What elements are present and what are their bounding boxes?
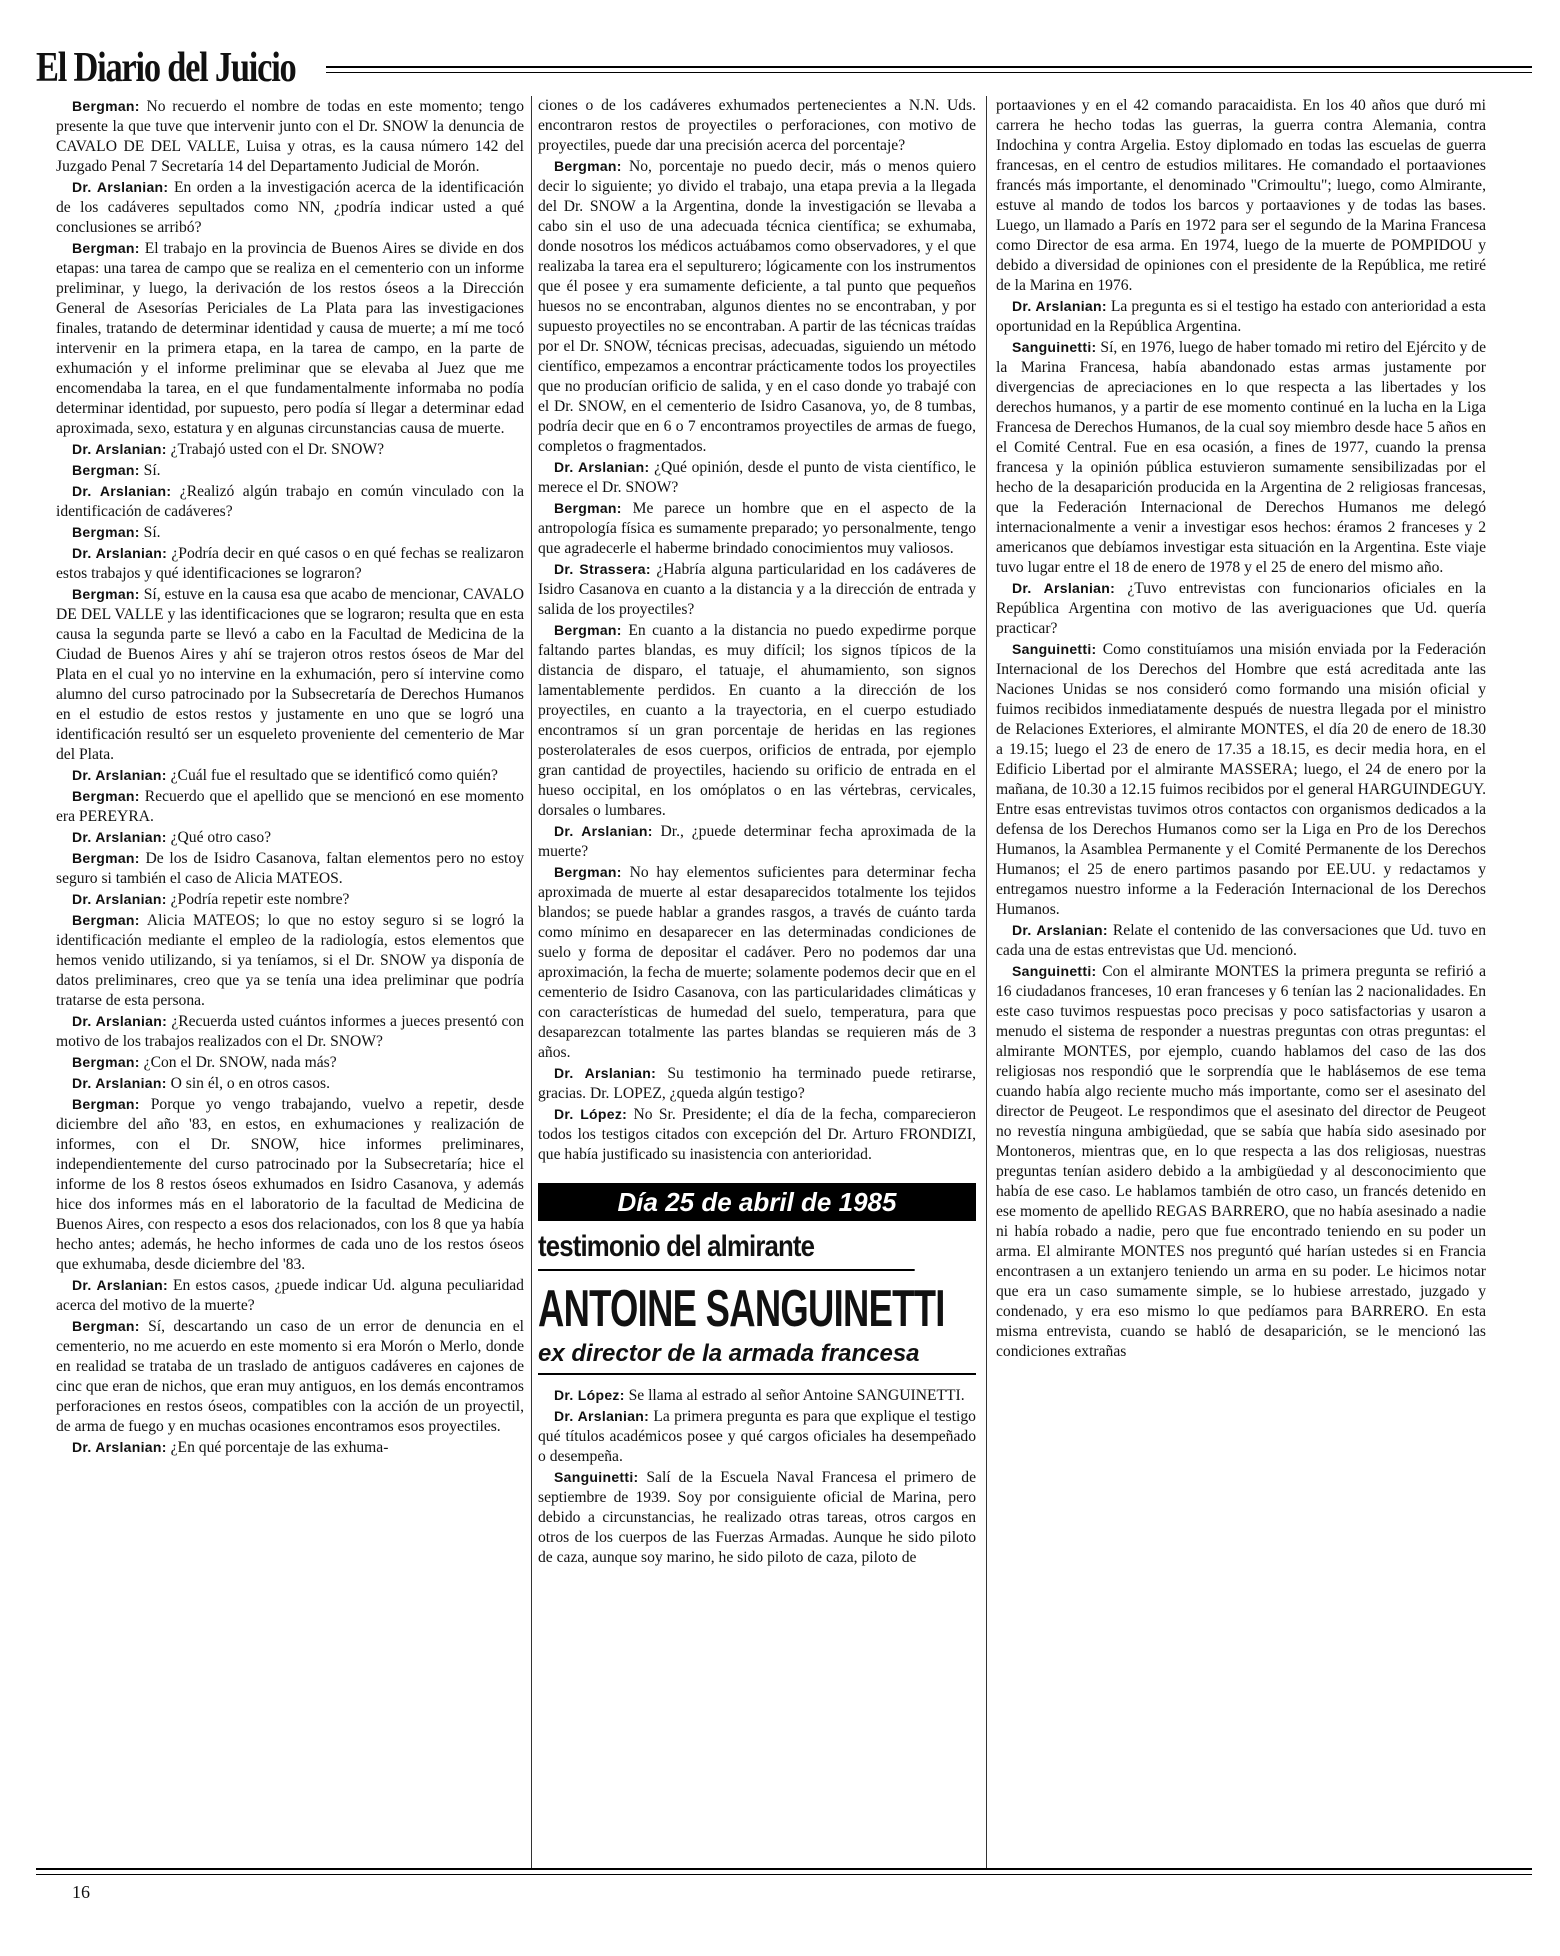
paragraph-text: De los de Isidro Casanova, faltan elementos pero no estoy seguro si también el caso de Alicia MATEOS. (56, 850, 524, 887)
paragraph (56, 889, 524, 910)
speaker-label: Bergman: (72, 462, 140, 478)
footer-rule (36, 1868, 1532, 1870)
page-number: 16 (72, 1882, 90, 1902)
speaker-label: Dr. Arslanian: (72, 1277, 168, 1293)
speaker-label: Bergman: (72, 1096, 140, 1112)
speaker-label: Bergman: (72, 850, 140, 866)
paragraph-text: No recuerdo el nombre de todas en este momento; tengo presente la que tuve que intervenir junto con el Dr. SNOW la denuncia de CAVALO DE DEL VALLE, Luisa y otras, es la causa número 142 del Juzgado Penal 7 Secretaría 14 del Departamento Judicial de Morón. (56, 98, 524, 175)
speaker-label: Dr. Arslanian: (72, 483, 172, 499)
paragraph-text: Relate el contenido de las conversaciones que Ud. tuvo en cada una de estas entrevistas que Ud. mencionó. (996, 922, 1487, 959)
paragraph-text: En cuanto a la distancia no puedo expedirme porque faltando partes blandas, es muy difícil; los signos típicos de la distancia de disparo, el tatuaje, el ahumamiento, son signos lamentablemente perdidos. En cuanto a la dirección de los proyectiles, en cuanto a la trayectoria, en el cuerpo estudiado encontramos sí un gran porcentaje de heridas en las regiones posterolaterales de esos cuerpos, orificios de entrada, por ejemplo gran cantidad de proyectiles, haciendo su orificio de entrada en el hueso occipital, en los omóplatos o en las vértebras, cervicales, dorsales o lumbares. (538, 622, 976, 819)
paragraph-text: ¿Podría decir en qué casos o en qué fechas se realizaron estos trabajos y qué identificaciones se lograron? (56, 545, 524, 582)
paragraph-text: Su testimonio ha terminado puede retirarse, gracias. Dr. LOPEZ, ¿queda algún testigo? (538, 1065, 976, 1102)
paragraph-text: Sí, estuve en la causa esa que acabo de mencionar, CAVALO DE DEL VALLE y las identificaciones que se lograron; resulta que en esta causa la segunda parte se llevó a cabo en la Facultad de Medicina de la Ciudad de Buenos Aires y ahí se trajeron otros restos óseos de Mar del Plata en el cual yo no intervine en la exhumación, pero sí intervine como alumno del curso patrocinado por la Subsecretaría de Derechos Humanos en el estudio de estos restos y justamente en uno que se logró una identificación resultó ser un esqueleto proveniente del cementerio de Mar del Plata. (56, 586, 524, 763)
paragraph (996, 578, 1486, 639)
speaker-label: Bergman: (72, 240, 140, 256)
speaker-label: Dr. Arslanian: (1012, 580, 1116, 596)
paragraph (56, 1011, 524, 1052)
speaker-label: Dr. Arslanian: (72, 891, 167, 907)
paragraph (56, 1094, 524, 1275)
paragraph (538, 457, 976, 498)
paragraph (56, 1073, 524, 1094)
column-divider (986, 96, 987, 1868)
paragraph-text: ¿Tuvo entrevistas con funcionarios oficiales en la República Argentina con motivo de las averiguaciones que Ud. quería practicar? (996, 580, 1486, 637)
paragraph (56, 481, 524, 522)
paragraph-text: ¿Con el Dr. SNOW, nada más? (143, 1054, 337, 1071)
paragraph-text: La primera pregunta es para que explique el testigo qué títulos académicos posee y qué cargos oficiales ha desempeñado o desempeña. (538, 1408, 976, 1465)
speaker-label: Dr. Arslanian: (1012, 298, 1107, 314)
paragraph (56, 827, 524, 848)
paragraph (538, 1467, 976, 1568)
speaker-label: Bergman: (554, 622, 622, 638)
paragraph (996, 96, 1486, 296)
paragraph-text: portaaviones y en el 42 comando paracaidista. En los 40 años que duró mi carrera he hecho todas las guerras, la guerra contra Alemania, contra Indochina y contra Argelia. Estoy diplomado en todas las escuelas de guerra francesas, en el centro de estudios militares. He comandado el portaaviones francés más importante, el denominado "Crimoultu"; luego, como Almirante, estuve al mando de todos los barcos y portaaviones y de todas las bases. Luego, un llamado a París en 1972 para ser el segundo de la Marina Francesa como Director de esa arma. En 1974, luego de la muerte de POMPIDOU y debido a diversidad de opiniones con el presidente de la República, me retiré de la Marina en 1976. (996, 97, 1486, 294)
paragraph (538, 498, 976, 559)
speaker-label: Bergman: (72, 788, 140, 804)
masthead-rule (326, 66, 1532, 68)
speaker-label: Sanguinetti: (1012, 641, 1097, 657)
paragraph (56, 238, 524, 439)
witness-subtitle: ex director de la armada francesa (538, 1339, 976, 1375)
speaker-label: Dr. Arslanian: (1012, 922, 1108, 938)
paragraph-text: ¿Recuerda usted cuántos informes a jueces presentó con motivo de los trabajos realizados con el Dr. SNOW? (56, 1013, 524, 1050)
paragraph-text: ¿En qué porcentaje de las exhuma- (170, 1439, 389, 1456)
paragraph (56, 786, 524, 827)
paragraph-text: Con el almirante MONTES la primera pregunta se refirió a 16 ciudadanos franceses, 10 eran franceses y 6 tenían las 2 nacionalidades. En este caso tuvimos respuestas poco precisas y poco satisfactorias y usaron a menudo el sistema de responder a nuestras preguntas con otras preguntas: el almirante MONTES, por ejemplo, cuando hablamos del caso de las dos religiosas nos respondió que le sorprendía que le hablásemos de ese tema cuando había algo reciente mucho más importante, como ser el asesinato del director de Peugeot. Le respondimos que el asesinato del director de Peugeot no revestía ninguna ambigüedad, que se sabía que había sido asesinado por Montoneros, mientras que, en lo que respecta a las dos religiosas, nuestras preguntas tenían asidero debido a la ambigüedad y al desconocimiento que había de ese caso. Le hablamos también de otro caso, un francés detenido en ese momento de apellido REGAS BARRERO, que no había asesinado a nadie ni había robado a nadie, pero que fue encontrado teniendo en su poder un arma. El almirante MONTES nos preguntó qué harían ustedes si en Francia encontrasen a un extanjero teniendo un arma en su poder. Le hicimos notar que era un caso sumamente simple, se lo hubiese arrestado, juzgado y condenado, y era eso mismo lo que pedíamos para BARRERO. En esta misma entrevista, cuando se habló de desaparición, se le mencionó las condiciones extrañas (996, 963, 1486, 1360)
column-2-text (538, 96, 976, 1165)
speaker-label: Dr. Arslanian: (72, 179, 169, 195)
speaker-label: Dr. Arslanian: (554, 459, 650, 475)
paragraph-text: Porque yo vengo trabajando, vuelvo a repetir, desde diciembre del año '83, en estos, en exhumaciones y realización de informes, con el Dr. SNOW, hice informes preliminares, independientemente del curso patrocinado por la Subsecretaría; hice el informe de los 8 restos óseos exhumados en Isidro Casanova, y además hice dos informes más en el laboratorio de la facultad de Medicina de Buenos Aires, con respecto a esos dos relacionados, con los 8 que ya había hecho antes; además, he hecho informes de cada uno de los restos óseos que exhumaba, desde diciembre del '83. (56, 1096, 524, 1273)
paragraph-text: Alicia MATEOS; lo que no estoy seguro si se logró la identificación mediante el empleo de la radiología, estos elementos que hemos venido utilizando, si ya teníamos, si el Dr. SNOW ya disponía de datos preliminares, creo que ya se tenía una idea preliminar que podría tratarse de esta persona. (56, 912, 524, 1009)
paragraph (56, 439, 524, 460)
paragraph-text: No, porcentaje no puedo decir, más o menos quiero decir lo siguiente; yo divido el trabajo, una etapa previa a la llegada del Dr. SNOW a la Argentina, donde la investigación se llevaba a cabo sin el uso de una adecuada técnica científica; se exhumaba, donde nosotros los médicos actuábamos como observadores, y el que realizaba la tarea era el sepulturero; lógicamente con los instrumentos que él posee y era sumamente deficiente, a tal punto que pequeños huesos no se encontraban, algunos dientes no se encontraban, y por supuesto proyectiles no se encontraban. A partir de las técnicas traídas por el Dr. SNOW, técnicas precisas, adecuadas, siguiendo un método científico, empezamos a encontrar prácticamente todos los proyectiles que no producían orificio de salida, y en el caso donde yo trabajé con el Dr. SNOW, en el cementerio de Isidro Casanova, yo, de 8 tumbas, podría decir que en 6 o 7 encontramos proyectiles de armas de fuego, completos o fragmentados. (538, 158, 976, 455)
masthead-rule-thin (326, 72, 1532, 73)
paragraph-text: Recuerdo que el apellido que se mencionó en ese momento era PEREYRA. (56, 788, 524, 825)
speaker-label: Dr. López: (554, 1387, 625, 1403)
paragraph (538, 559, 976, 620)
paragraph-text: O sin él, o en otros casos. (170, 1075, 331, 1092)
speaker-label: Dr. Strassera: (554, 561, 651, 577)
paragraph-text: En estos casos, ¿puede indicar Ud. alguna peculiaridad acerca del motivo de la muerte? (56, 1277, 524, 1314)
paragraph-text: ¿Habría alguna particularidad en los cadáveres de Isidro Casanova en cuanto a la distancia y a la dirección de entrada y salida de los proyectiles? (538, 561, 976, 618)
paragraph-text: ¿Podría repetir este nombre? (170, 891, 350, 908)
paragraph-text: Sí, en 1976, luego de haber tomado mi retiro del Ejército y de la Marina Francesa, había abandonado estas armas justamente por divergencias de apreciaciones en lo que respecta a las libertades y los derechos humanos, y a partir de ese momento continué en la lucha en la Liga Francesa de Derechos Humanos, de la cual soy miembro desde hace 5 años en el Comité Central. Fue en esa ocasión, a fines de 1977, cuando la prensa francesa y la opinión pública estuvieron sumamente sensibilizadas por el hecho de la desaparición producida en la Argentina de 2 religiosas francesas, que la Federación Internacional de Derechos Humanos me delegó internacionalmente a venir a investigar esos hechos: éramos 2 franceses y 2 americanos que debíamos investigar esta situación en la Argentina. Este viaje tuvo lugar entre el 18 de enero de 1978 y el 25 de enero del mismo año. (996, 339, 1486, 576)
paragraph (538, 156, 976, 457)
column-divider (531, 96, 532, 1868)
paragraph-text: Sí. (143, 524, 161, 541)
speaker-label: Dr. Arslanian: (554, 823, 653, 839)
paragraph-text: Como constituíamos una misión enviada por la Federación Internacional de los Derechos del Hombre que está acreditada ante las Naciones Unidas se nos consideró como formando una misión oficial y fuimos recibidos inmediatamente después de nuestra llegada por el ministro de Relaciones Exteriores, el almirante MONTES, el día 20 de enero de 18.30 a 19.15; luego el 23 de enero de 17.35 a 18.15, es decir media hora, en el Edificio Libertad por el almirante MASSERA; luego, el 24 de enero por la mañana, de 10.30 a 12.15 fuimos recibidos por el general HARGUINDEGUY. Entre esas entrevistas tuvimos otros contactos con organismos dedicados a la defensa de los Derechos Humanos como ser la Liga en Pro de los Derechos Humanos, la Asamblea Permanente y el Comité Permanente de los Derechos Humanos; el 25 de enero partimos pasando por EE.UU. y redactamos y entregamos nuestro informe a la Federación Internacional de los Derechos Humanos. (996, 641, 1486, 918)
paragraph (56, 177, 524, 238)
paragraph (996, 920, 1486, 961)
paragraph-text: El trabajo en la provincia de Buenos Aires se divide en dos etapas: una tarea de campo que se realiza en el cementerio con un informe preliminar, y luego, la derivación de los restos óseos a la Dirección General de Asesorías Periciales de La Plata para las investigaciones finales, tratando de determinar identidad y causa de muerte; a mí me tocó intervenir en la primera etapa, en la tarea de campo, en la parte de exhumación y el informe preliminar que se elevaba al Juez que me encomendaba la tarea, en el que fundamentalmente informaba no podía determinar identidad, por supuesto, pero podía sí llegar a determinar edad aproximada, sexo, estatura y en algunas circunstancias causa de muerte. (56, 240, 525, 437)
paragraph-text: ¿Qué otro caso? (170, 829, 272, 846)
paragraph (56, 1275, 524, 1316)
paragraph-text: Se llama al estrado al señor Antoine SANGUINETTI. (628, 1387, 965, 1404)
speaker-label: Dr. Arslanian: (72, 829, 167, 845)
speaker-label: Sanguinetti: (554, 1469, 639, 1485)
column-1 (56, 96, 524, 1458)
paragraph (56, 848, 524, 889)
speaker-label: Dr. Arslanian: (72, 1075, 167, 1091)
paragraph (56, 96, 524, 177)
speaker-label: Bergman: (72, 1318, 140, 1334)
paragraph-text: ciones o de los cadáveres exhumados pertenecientes a N.N. Uds. encontraron restos de proyectiles o perforaciones, con motivo de proyectiles, puede dar una precisión acerca del porcentaje? (538, 97, 976, 154)
paragraph (56, 1316, 524, 1437)
paragraph (56, 522, 524, 543)
paragraph (538, 1063, 976, 1104)
paragraph (56, 543, 524, 584)
speaker-label: Dr. López: (554, 1106, 628, 1122)
paragraph-text: Salí de la Escuela Naval Francesa el primero de septiembre de 1939. Soy por consiguiente oficial de Marina, pero debido a circunstancias, he realizado otras tareas, otros cargos en otros de los cuerpos de las Fuerzas Armadas. Aunque he sido piloto de caza, aunque soy marino, he sido piloto de caza, piloto de (538, 1469, 976, 1566)
speaker-label: Dr. Arslanian: (72, 767, 167, 783)
paragraph-text: En orden a la investigación acerca de la identificación de los cadáveres sepultados como NN, ¿podría indicar usted a qué conclusiones se arribó? (56, 179, 524, 236)
speaker-label: Bergman: (554, 864, 622, 880)
paragraph (56, 1052, 524, 1073)
speaker-label: Sanguinetti: (1012, 963, 1097, 979)
paragraph-text: La pregunta es si el testigo ha estado con anterioridad a esta oportunidad en la República Argentina. (996, 298, 1486, 335)
speaker-label: Dr. Arslanian: (72, 1439, 167, 1455)
paragraph (996, 961, 1486, 1362)
paragraph (996, 639, 1486, 920)
speaker-label: Bergman: (72, 586, 140, 602)
speaker-label: Dr. Arslanian: (72, 1013, 168, 1029)
paragraph (538, 620, 976, 821)
speaker-label: Bergman: (554, 158, 622, 174)
speaker-label: Sanguinetti: (1012, 339, 1097, 355)
paragraph (996, 337, 1486, 578)
paragraph (538, 821, 976, 862)
paragraph (56, 765, 524, 786)
speaker-label: Bergman: (72, 912, 140, 928)
paragraph (538, 96, 976, 156)
paragraph-text: Dr., ¿puede determinar fecha aproximada de la muerte? (538, 823, 976, 860)
paragraph-text: ¿Qué opinión, desde el punto de vista científico, le merece el Dr. SNOW? (538, 459, 976, 496)
paragraph-text: Me parece un hombre que en el aspecto de la antropología física es sumamente preparado; yo personalmente, tengo que agradecerle el haberme brindado conocimientos muy valiosos. (538, 500, 976, 557)
witness-name: ANTOINE SANGUINETTI (538, 1280, 945, 1338)
paragraph (538, 1104, 976, 1165)
date-banner: Día 25 de abril de 1985 (538, 1183, 976, 1221)
paragraph (56, 460, 524, 481)
paragraph-text: Sí, descartando un caso de un error de denuncia en el cementerio, no me acuerdo en este momento si era Morón o Merlo, donde en realidad se trataba de un traslado de antiguos cadáveres en cajones de cinc que eran de nichos, que eran muy antiguos, en los demás encontramos perforaciones en restos óseos, compatibles con la acción de un proyectil, de arma de fuego y en muchas ocasiones encontramos esos proyectiles. (56, 1318, 524, 1435)
column-3 (996, 96, 1486, 1362)
paragraph-text: No hay elementos suficientes para determinar fecha aproximada de muerte al estar desaparecidos totalmente los tejidos blandos; se puede hablar a grandes rasgos, a través de cuánto tarda como mínimo en desaparecer en las determinadas condiciones de suelo y forma de depositar el cadáver. Pero no podemos dar una aproximación, la fecha de muerte; solamente podemos decir que en el cementerio de Isidro Casanova, con las particularidades climáticas y con características de humedad del suelo, temperatura, para que desaparezcan totalmente las partes blandas se requieren más de 3 años. (538, 864, 976, 1061)
paragraph-text: Sí. (143, 462, 161, 479)
paragraph-text: No Sr. Presidente; el día de la fecha, comparecieron todos los testigos citados con excepción del Dr. Arturo FRONDIZI, que había justificado su inasistencia con anterioridad. (538, 1106, 977, 1163)
paragraph (538, 1385, 976, 1406)
paragraph (56, 1437, 524, 1458)
paragraph-text: ¿Cuál fue el resultado que se identificó como quién? (170, 767, 498, 784)
paragraph (56, 584, 524, 765)
paragraph (56, 910, 524, 1011)
paragraph-text: ¿Realizó algún trabajo en común vinculado con la identificación de cadáveres? (56, 483, 524, 520)
speaker-label: Bergman: (72, 524, 140, 540)
speaker-label: Dr. Arslanian: (554, 1065, 657, 1081)
column-2 (538, 96, 976, 1568)
masthead (36, 44, 1532, 94)
section-kicker: testimonio del almirante (538, 1227, 915, 1271)
footer-rule-thin (36, 1874, 1532, 1875)
paragraph-text: ¿Trabajó usted con el Dr. SNOW? (170, 441, 384, 458)
speaker-label: Dr. Arslanian: (554, 1408, 650, 1424)
speaker-label: Bergman: (72, 1054, 140, 1070)
paragraph (538, 862, 976, 1063)
speaker-label: Bergman: (554, 500, 622, 516)
speaker-label: Dr. Arslanian: (72, 441, 167, 457)
speaker-label: Dr. Arslanian: (72, 545, 168, 561)
paragraph (538, 1406, 976, 1467)
masthead-title: El Diario del Juicio (36, 45, 296, 91)
paragraph (996, 296, 1486, 337)
column-2-testimony (538, 1385, 976, 1568)
speaker-label: Bergman: (72, 98, 140, 114)
